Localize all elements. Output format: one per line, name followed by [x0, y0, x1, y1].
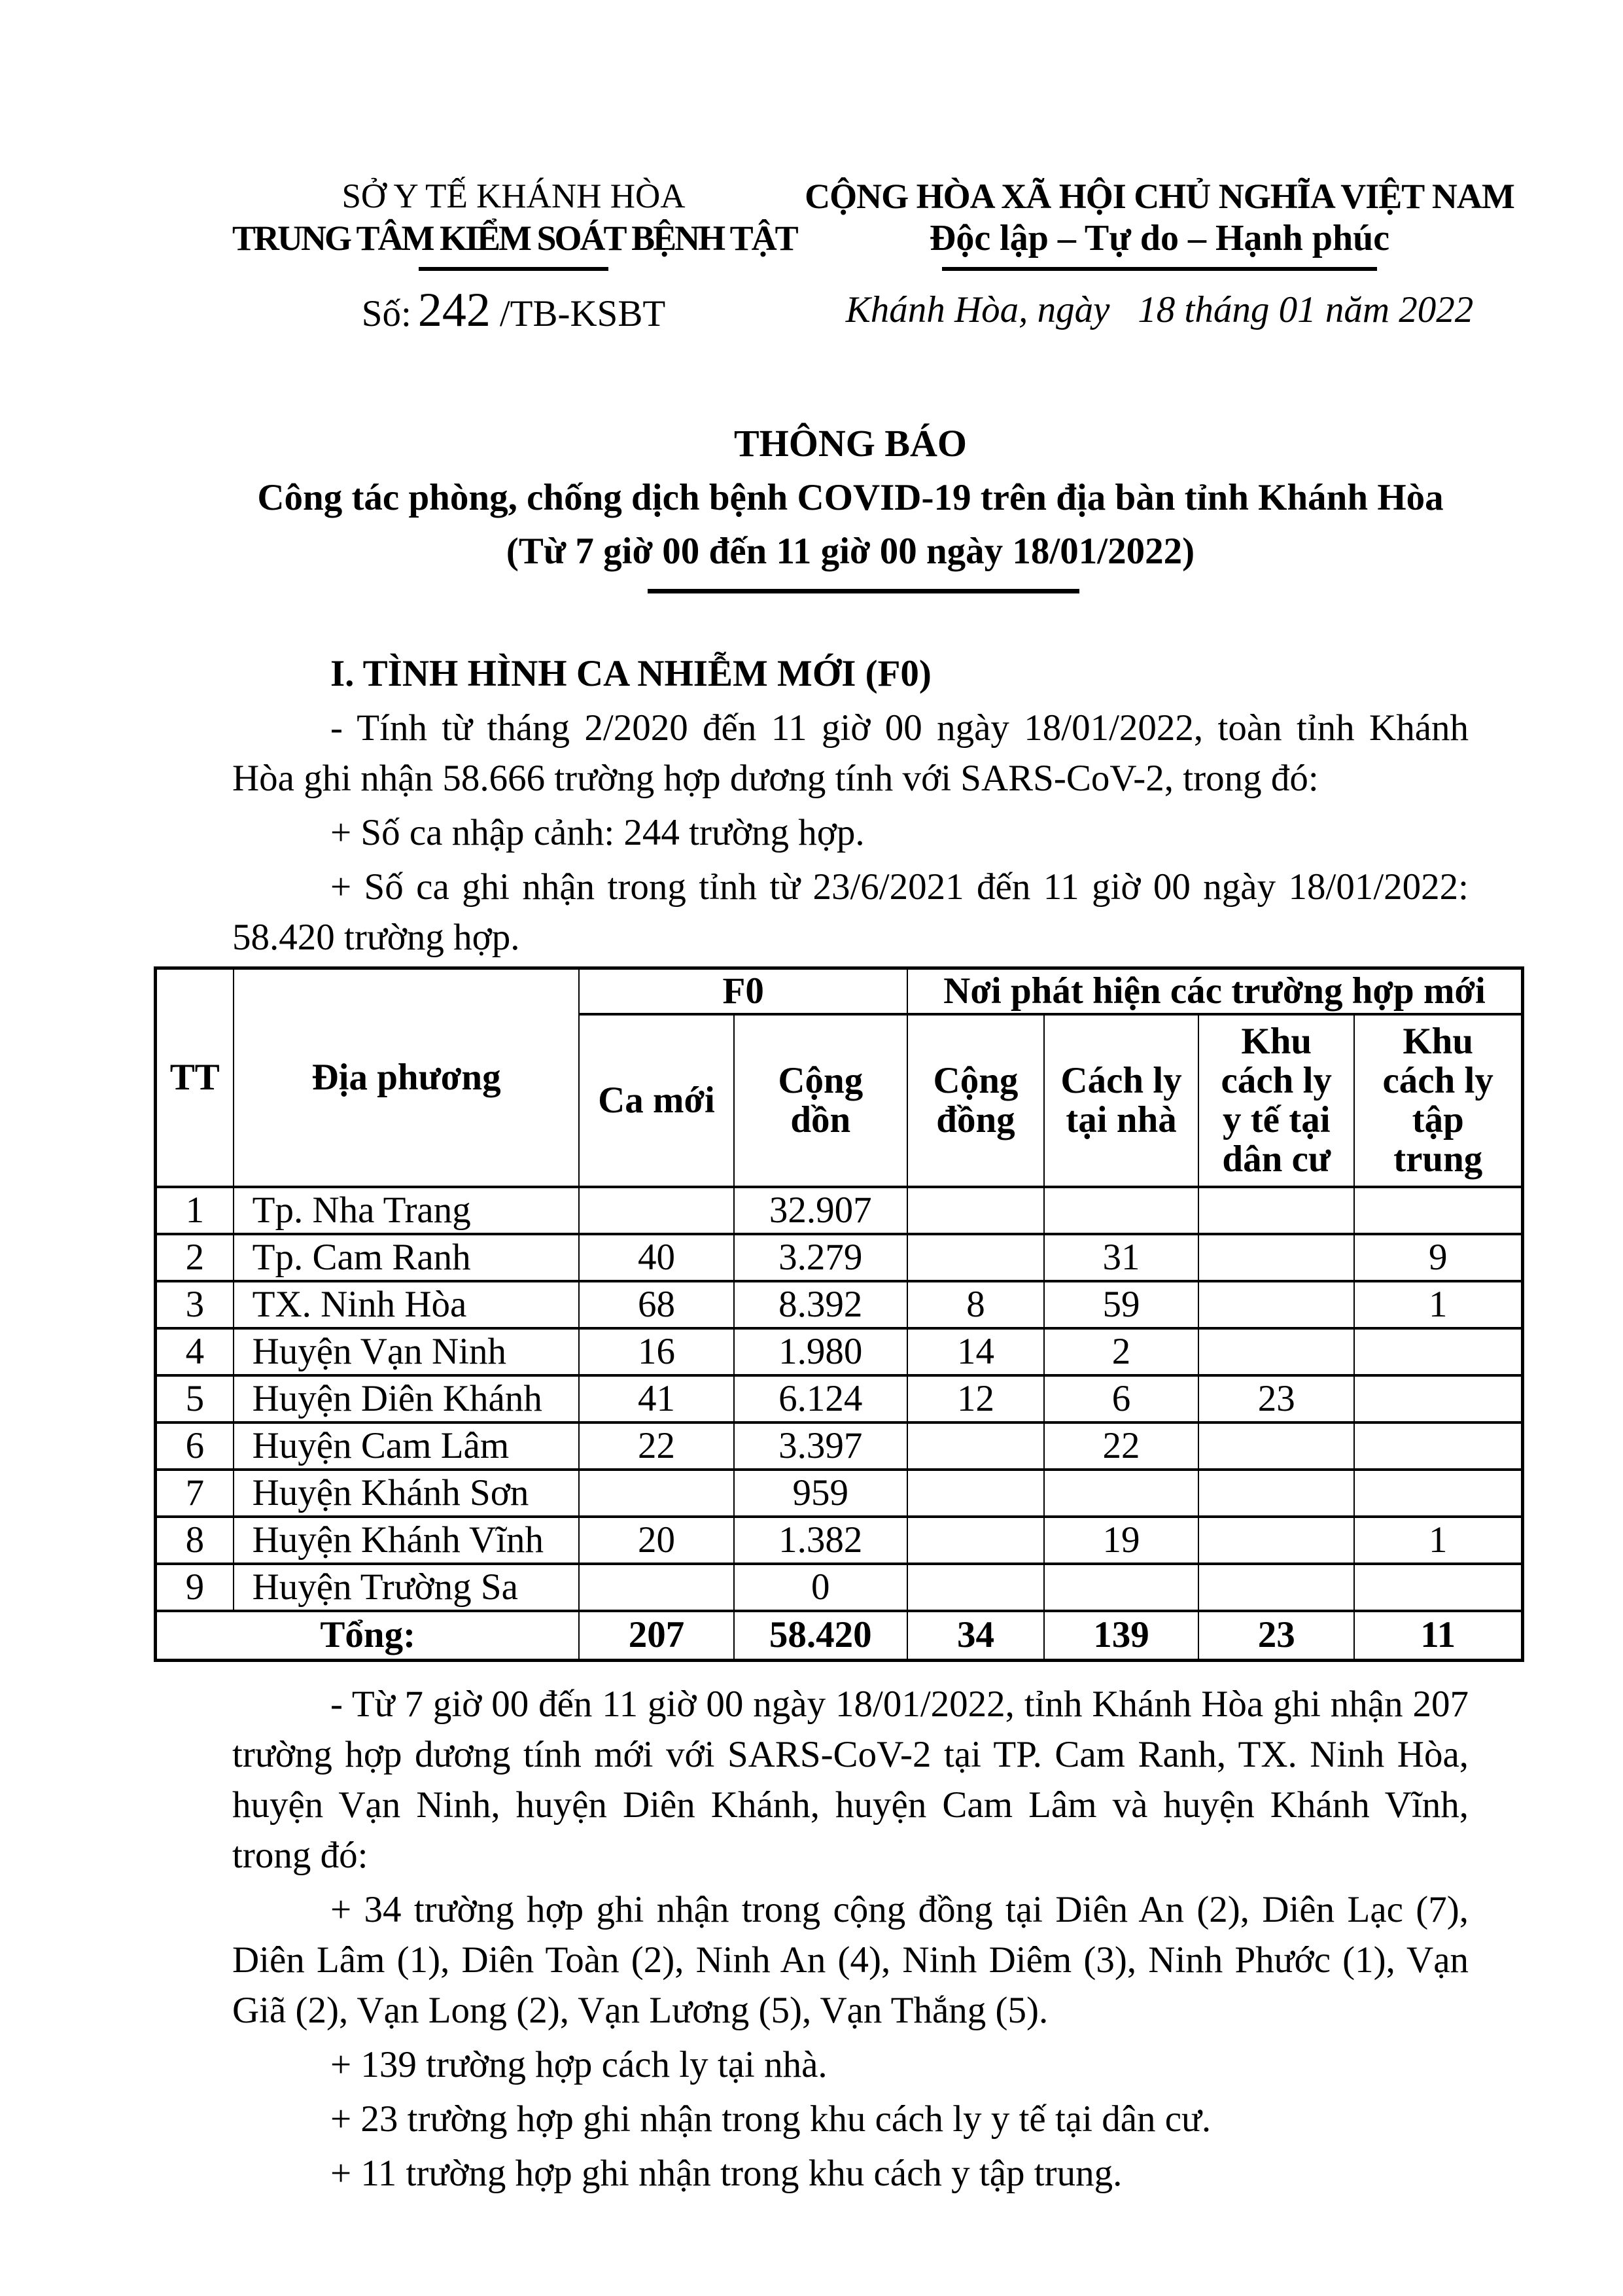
total-new-cases: 207 [579, 1611, 733, 1661]
col-header-centralized-quarantine [1354, 1014, 1522, 1187]
org-underline [419, 267, 608, 271]
paragraph-province-cases: + Số ca ghi nhận trong tỉnh từ 23/6/2021 đến 11 giờ 00 ngày 18/01/2022: 58.420 trường hợp. [232, 866, 1469, 958]
cell-tt: 9 [156, 1564, 234, 1611]
cell-tt: 3 [156, 1281, 234, 1328]
cell-cumulative: 0 [734, 1564, 907, 1611]
cell-new-cases: 22 [579, 1422, 733, 1470]
cell-locality: Huyện Diên Khánh [234, 1375, 580, 1422]
cell-tt: 8 [156, 1517, 234, 1564]
document-number-prefix: Số: [361, 293, 411, 334]
cell-new-cases [579, 1564, 733, 1611]
cell-central: 1 [1354, 1281, 1522, 1328]
cell-tt: 7 [156, 1470, 234, 1517]
cell-locality: Huyện Khánh Vĩnh [234, 1517, 580, 1564]
document-subtitle: Công tác phòng, chống dịch bệnh COVID-19 trên địa bàn tỉnh Khánh Hòa [257, 477, 1444, 518]
table-row [156, 1187, 1523, 1234]
col-header-community-line: Cộng [933, 1059, 1019, 1101]
col-header-locality: Địa phương [234, 968, 580, 1187]
paragraph-centralized-quarantine: + 11 trường hợp ghi nhận trong khu cách y tập trung. [330, 2153, 1123, 2194]
table-row [156, 1281, 1523, 1328]
col-header-cumulative-line: dồn [790, 1099, 851, 1140]
cell-cumulative: 3.397 [734, 1422, 907, 1470]
cell-central [1354, 1375, 1522, 1422]
col-header-medical-quarantine-line: cách ly [1221, 1059, 1332, 1101]
table-row [156, 1422, 1523, 1470]
col-header-medical-quarantine [1198, 1014, 1354, 1187]
paragraph-home-quarantine: + 139 trường hợp cách ly tại nhà. [330, 2044, 828, 2085]
cell-community [907, 1422, 1044, 1470]
document-number [232, 283, 795, 338]
cell-home: 59 [1044, 1281, 1198, 1328]
table-total-row [156, 1611, 1523, 1661]
col-header-medical-quarantine-line: Khu [1241, 1020, 1312, 1062]
cell-new-cases: 40 [579, 1234, 733, 1281]
table-row [156, 1375, 1523, 1422]
cell-central: 1 [1354, 1517, 1522, 1564]
cell-home: 31 [1044, 1234, 1198, 1281]
cell-cumulative: 959 [734, 1470, 907, 1517]
document-number-value: 242 [417, 283, 491, 337]
cell-locality: Huyện Khánh Sơn [234, 1470, 580, 1517]
cell-medical [1198, 1422, 1354, 1470]
national-motto: Độc lập – Tự do – Hạnh phúc [929, 218, 1390, 258]
col-group-detection-place: Nơi phát hiện các trường hợp mới [907, 968, 1523, 1014]
cell-medical [1198, 1517, 1354, 1564]
cell-locality: Huyện Cam Lâm [234, 1422, 580, 1470]
col-header-cumulative-line: Cộng [778, 1059, 864, 1101]
motto-underline [942, 267, 1377, 271]
cell-cumulative: 8.392 [734, 1281, 907, 1328]
cell-cumulative: 32.907 [734, 1187, 907, 1234]
parent-org-name: SỞ Y TẾ KHÁNH HÒA [341, 177, 686, 215]
national-motto-block [795, 175, 1524, 338]
paragraph-total-cases: - Tính từ tháng 2/2020 đến 11 giờ 00 ngày 18/01/2022, toàn tỉnh Khánh Hòa ghi nhận 58.666 trường hợp dương tính với SARS-CoV-2, trong đó: [232, 707, 1469, 799]
cell-locality: Tp. Nha Trang [234, 1187, 580, 1234]
issuing-org-block [232, 175, 795, 338]
cell-community [907, 1470, 1044, 1517]
cell-tt: 2 [156, 1234, 234, 1281]
cell-central [1354, 1564, 1522, 1611]
col-header-centralized-quarantine-line: cách ly [1382, 1059, 1493, 1101]
table-header-group-row [156, 968, 1523, 1014]
cell-tt: 6 [156, 1422, 234, 1470]
cell-new-cases: 20 [579, 1517, 733, 1564]
cell-home: 22 [1044, 1422, 1198, 1470]
cell-new-cases: 68 [579, 1281, 733, 1328]
table-row [156, 1328, 1523, 1375]
document-number-suffix: /TB-KSBT [499, 293, 666, 334]
cell-medical [1198, 1328, 1354, 1375]
cell-medical [1198, 1281, 1354, 1328]
paragraph-imported-cases: + Số ca nhập cảnh: 244 trường hợp. [330, 812, 865, 853]
cell-new-cases: 16 [579, 1328, 733, 1375]
table-body [156, 1187, 1523, 1661]
col-header-home-quarantine-line: tại nhà [1066, 1099, 1177, 1140]
col-header-home-quarantine-line: Cách ly [1060, 1059, 1182, 1101]
col-header-centralized-quarantine-line: Khu [1403, 1020, 1474, 1062]
cell-home: 19 [1044, 1517, 1198, 1564]
cell-home: 2 [1044, 1328, 1198, 1375]
paragraph-community-detail: + 34 trường hợp ghi nhận trong cộng đồng tại Diên An (2), Diên Lạc (7), Diên Lâm (1), Diên Toàn (2), Ninh An (4), Ninh Diêm (3), Ninh Phước (1), Vạn Giã (2), Vạn Long (2), Vạn Lương (5), Vạn Thắng (5). [232, 1889, 1469, 2031]
org-name: TRUNG TÂM KIỂM SOÁT BỆNH TẬT [232, 219, 797, 258]
cell-locality: Huyện Vạn Ninh [234, 1328, 580, 1375]
table-row [156, 1234, 1523, 1281]
national-title: CỘNG HÒA XÃ HỘI CHỦ NGHĨA VIỆT NAM [805, 177, 1514, 216]
cell-medical [1198, 1564, 1354, 1611]
title-underline [648, 589, 1079, 593]
total-cumulative: 58.420 [734, 1611, 907, 1661]
col-group-f0: F0 [579, 968, 907, 1014]
cell-community [907, 1187, 1044, 1234]
title-block [232, 416, 1469, 593]
table-row [156, 1564, 1523, 1611]
cell-central [1354, 1470, 1522, 1517]
cell-cumulative: 1.980 [734, 1328, 907, 1375]
document-title: THÔNG BÁO [733, 422, 968, 465]
section-1-heading: I. TÌNH HÌNH CA NHIỄM MỚI (F0) [330, 653, 932, 694]
col-header-tt: TT [156, 968, 234, 1187]
cell-central [1354, 1187, 1522, 1234]
col-header-home-quarantine [1044, 1014, 1198, 1187]
cell-community [907, 1517, 1044, 1564]
document-period: (Từ 7 giờ 00 đến 11 giờ 00 ngày 18/01/2022) [506, 531, 1195, 572]
col-header-community [907, 1014, 1044, 1187]
cell-home [1044, 1470, 1198, 1517]
cell-community: 12 [907, 1375, 1044, 1422]
total-central: 11 [1354, 1611, 1522, 1661]
cell-central [1354, 1422, 1522, 1470]
col-header-centralized-quarantine-line: tập [1412, 1099, 1464, 1140]
col-header-medical-quarantine-line: dân cư [1222, 1138, 1331, 1180]
table-row [156, 1470, 1523, 1517]
cell-new-cases [579, 1187, 733, 1234]
col-header-new-cases: Ca mới [579, 1014, 733, 1187]
cell-medical: 23 [1198, 1375, 1354, 1422]
table-row [156, 1517, 1523, 1564]
col-header-medical-quarantine-line: y tế tại [1222, 1099, 1331, 1140]
col-header-community-line: đồng [936, 1099, 1015, 1140]
cell-new-cases: 41 [579, 1375, 733, 1422]
cell-cumulative: 1.382 [734, 1517, 907, 1564]
cell-central: 9 [1354, 1234, 1522, 1281]
cell-tt: 4 [156, 1328, 234, 1375]
cell-medical [1198, 1234, 1354, 1281]
paragraph-new-cases-summary: - Từ 7 giờ 00 đến 11 giờ 00 ngày 18/01/2022, tỉnh Khánh Hòa ghi nhận 207 trường hợp dương tính mới với SARS-CoV-2 tại TP. Cam Ranh, TX. Ninh Hòa, huyện Vạn Ninh, huyện Diên Khánh, huyện Cam Lâm và huyện Khánh Vĩnh, trong đó: [232, 1684, 1469, 1876]
cell-new-cases [579, 1470, 733, 1517]
paragraph-medical-quarantine: + 23 trường hợp ghi nhận trong khu cách ly y tế tại dân cư. [330, 2098, 1212, 2140]
cell-central [1354, 1328, 1522, 1375]
cell-medical [1198, 1187, 1354, 1234]
cell-locality: Huyện Trường Sa [234, 1564, 580, 1611]
cell-community: 14 [907, 1328, 1044, 1375]
cell-community [907, 1234, 1044, 1281]
cell-community [907, 1564, 1044, 1611]
cell-locality: TX. Ninh Hòa [234, 1281, 580, 1328]
col-header-centralized-quarantine-line: trung [1393, 1138, 1483, 1180]
total-medical: 23 [1198, 1611, 1354, 1661]
cell-cumulative: 6.124 [734, 1375, 907, 1422]
cell-locality: Tp. Cam Ranh [234, 1234, 580, 1281]
col-header-cumulative [734, 1014, 907, 1187]
cell-tt: 5 [156, 1375, 234, 1422]
cell-community: 8 [907, 1281, 1044, 1328]
total-home: 139 [1044, 1611, 1198, 1661]
cell-home: 6 [1044, 1375, 1198, 1422]
place-date-line: Khánh Hòa, ngày 18 tháng 01 năm 2022 [845, 289, 1474, 330]
cell-home [1044, 1564, 1198, 1611]
cell-medical [1198, 1470, 1354, 1517]
cell-tt: 1 [156, 1187, 234, 1234]
total-community: 34 [907, 1611, 1044, 1661]
total-label: Tổng: [156, 1611, 580, 1661]
covid-cases-table [154, 966, 1524, 1662]
cell-cumulative: 3.279 [734, 1234, 907, 1281]
table-header [156, 968, 1523, 1187]
cell-home [1044, 1187, 1198, 1234]
document-header [232, 175, 1524, 338]
